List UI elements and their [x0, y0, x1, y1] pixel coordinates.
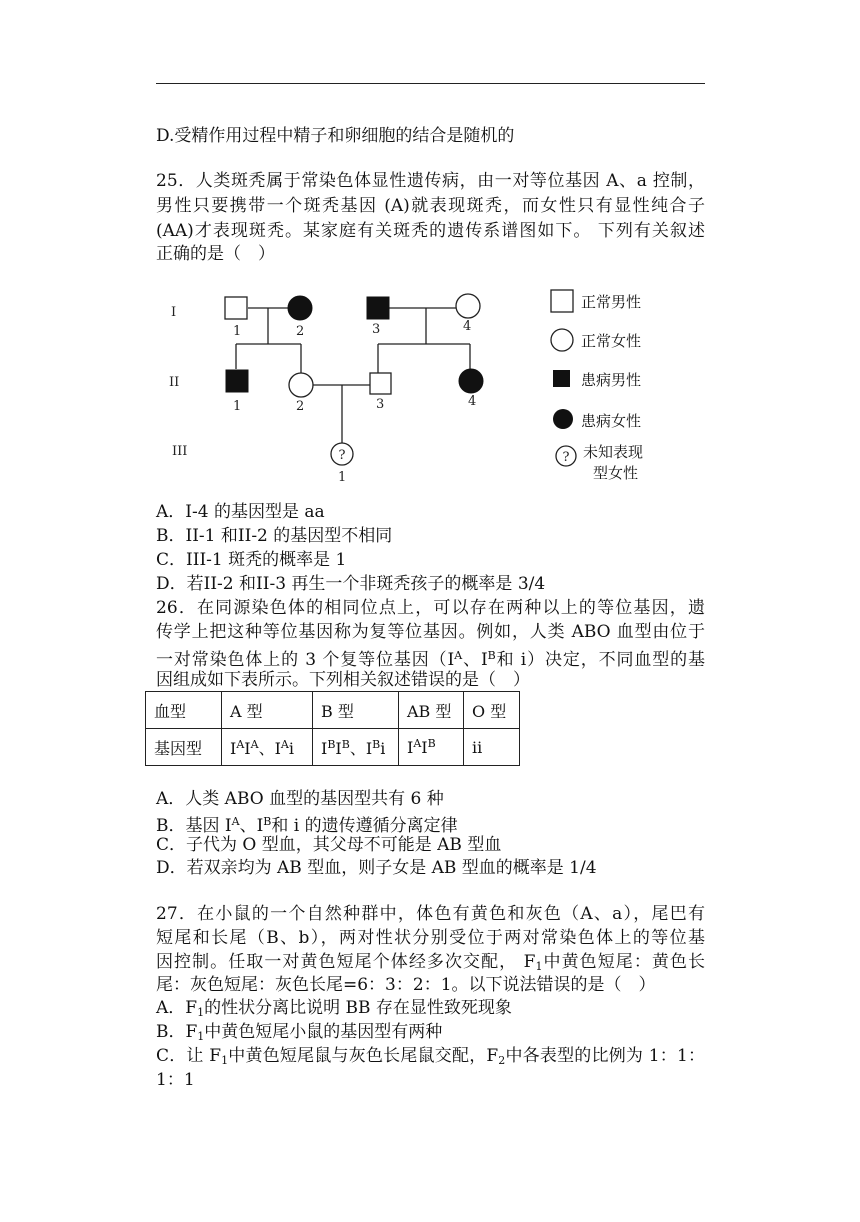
- q25-text-line1: 25．人类斑秃属于常染色体显性遗传病，由一对等位基因 A、a 控制，: [156, 171, 705, 191]
- legend-affected-female-icon: [553, 409, 573, 429]
- q27-option-a: A．$F_1$的性状分离比说明 BB 存在显性致死现象: [156, 998, 512, 1019]
- q27-text-line1: 27．在小鼠的一个自然种群中，体色有黄色和灰色（A、a），尾巴有: [156, 904, 705, 924]
- q25-text-line3: (AA)才表现斑秃。某家庭有关斑秃的遗传系谱图如下。 下列有关叙述: [156, 221, 705, 241]
- table-cell: 血型: [146, 692, 222, 729]
- label-II3: 3: [376, 397, 385, 412]
- q26-text-line2: 传学上把这种等位基因称为复等位基因。例如，人类 ABO 血型由位于: [156, 622, 705, 642]
- legend-affected-male: 患病男性: [581, 371, 642, 389]
- table-cell: A 型: [222, 692, 313, 729]
- label-II2: 2: [296, 399, 305, 414]
- q25-option-a: A．I-4 的基因型是 aa: [156, 502, 325, 522]
- q27-option-c-continued: 1：1: [156, 1070, 195, 1090]
- table-cell-genotype-o: ii: [464, 729, 520, 766]
- legend-unknown-female-line1: 未知表现: [583, 443, 644, 461]
- table-cell: B 型: [313, 692, 399, 729]
- table-row: [146, 729, 520, 766]
- header-rule: [156, 83, 705, 84]
- q27-option-c: C．让 $F_1$中黄色短尾鼠与灰色长尾鼠交配，$F_2$中各表型的比例为 1：1：: [156, 1046, 706, 1067]
- q25-option-c: C．III-1 斑秃的概率是 1: [156, 550, 347, 570]
- label-I3: 3: [372, 322, 381, 337]
- label-II1: 1: [233, 399, 242, 414]
- q25-option-d: D．若II-2 和II-3 再生一个非斑秃孩子的概率是 3/4: [156, 574, 546, 594]
- pedigree-I4: [456, 294, 480, 318]
- legend-normal-male: 正常男性: [581, 293, 642, 311]
- table-row: [146, 692, 520, 729]
- pedigree-II2: [289, 373, 313, 397]
- pedigree-chart: [0, 280, 860, 490]
- table-cell-genotype-a: $I^AI^A$、$I^Ai$: [222, 729, 313, 766]
- legend-affected-female: 患病女性: [581, 412, 642, 430]
- pedigree-I1: [225, 297, 247, 319]
- label-I1: 1: [233, 324, 242, 339]
- legend-normal-female-icon: [551, 329, 573, 351]
- q27-text-line2: 短尾和长尾（B、b），两对性状分别受位于两对常染色体上的等位基: [156, 928, 705, 948]
- q26-text-line4: 因组成如下表所示。下列相关叙述错误的是（ ）: [156, 670, 530, 690]
- legend-affected-male-icon: [553, 370, 570, 387]
- pedigree-II4: [459, 369, 483, 393]
- pedigree-II1: [226, 370, 248, 392]
- option-d-prev: D.受精作用过程中精子和卵细胞的结合是随机的: [156, 126, 515, 146]
- generation-III-label: III: [172, 444, 188, 459]
- table-cell: AB 型: [399, 692, 464, 729]
- table-cell: 基因型: [146, 729, 222, 766]
- q25-text-line2: 男性只要携带一个斑秃基因 (A)就表现斑秃，而女性只有显性纯合子: [156, 196, 705, 216]
- q26-option-c: C．子代为 O 型血，其父母不可能是 AB 型血: [156, 835, 502, 855]
- table-cell-genotype-b: $I^BI^B$、$I^Bi$: [313, 729, 399, 766]
- pedigree-II3: [370, 373, 391, 394]
- label-I2: 2: [296, 324, 305, 339]
- blood-type-table: [145, 691, 520, 766]
- legend-unknown-mark: ?: [562, 450, 570, 465]
- legend-normal-female: 正常女性: [581, 332, 642, 350]
- q27-text-line3: 因控制。任取一对黄色短尾个体经多次交配， $F_1$中黄色短尾：黄色长: [156, 952, 706, 973]
- generation-II-label: II: [169, 375, 180, 390]
- q26-text-line1: 26．在同源染色体的相同位点上，可以存在两种以上的等位基因，遗: [156, 598, 705, 618]
- legend-unknown-female-line2: 型女性: [593, 464, 639, 482]
- q26-option-d: D．若双亲均为 AB 型血，则子女是 AB 型血的概率是 1/4: [156, 858, 597, 878]
- label-I4: 4: [463, 319, 472, 334]
- q26-text-line3: 一对常染色体上的 3 个复等位基因（$I^A$、$I^B$和 i）决定，不同血型的基: [156, 649, 705, 670]
- q25-text-line4: 正确的是（ ）: [156, 244, 275, 264]
- label-II4: 4: [468, 394, 477, 409]
- table-cell: O 型: [464, 692, 520, 729]
- pedigree-I2: [288, 296, 312, 320]
- table-cell-genotype-ab: $I^AI^B$: [399, 729, 464, 766]
- q26-option-b: B．基因 $I^A$、$I^B$和 i 的遗传遵循分离定律: [156, 815, 458, 836]
- q25-option-b: B．II-1 和II-2 的基因型不相同: [156, 526, 393, 546]
- q27-text-line4: 尾：灰色短尾：灰色长尾=6：3：2：1。以下说法错误的是（ ）: [156, 975, 656, 995]
- generation-I-label: I: [171, 305, 177, 320]
- label-III1: 1: [338, 470, 347, 485]
- pedigree-III1-mark: ?: [338, 448, 346, 463]
- q27-option-b: B．$F_1$中黄色短尾小鼠的基因型有两种: [156, 1022, 443, 1043]
- legend-normal-male-icon: [551, 290, 573, 312]
- q26-option-a: A．人类 ABO 血型的基因型共有 6 种: [156, 789, 444, 809]
- pedigree-I3: [367, 297, 389, 319]
